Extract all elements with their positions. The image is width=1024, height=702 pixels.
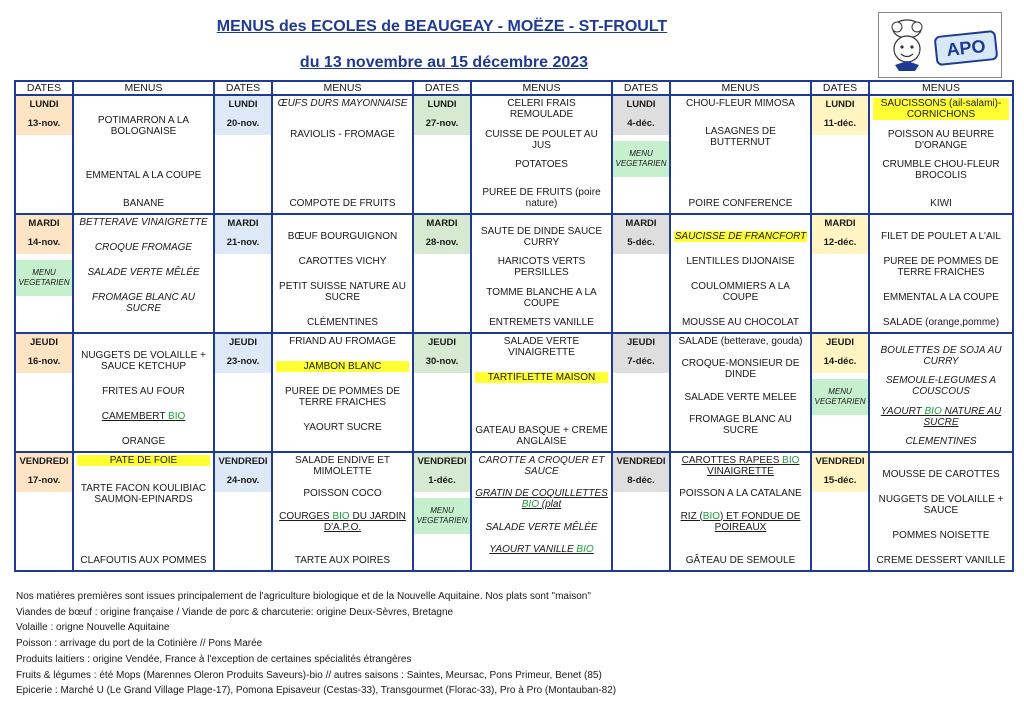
menu-item: TARTE FACON KOULIBIAC SAUMON-EPINARDS [80,482,207,505]
menu-item: COMPOTE DE FRUITS [289,198,396,209]
menu-cell [73,452,214,571]
day-label: JEUDI [414,334,470,352]
logo-text: APO [945,36,987,60]
menu-cell [670,452,811,571]
date-label: 7-déc. [613,352,669,373]
menu-item: FRIAND AU FROMAGE [289,336,396,347]
day-label: LUNDI [16,96,72,114]
menu-item: MOUSSE DE CAROTTES [882,469,1000,480]
date-cell [15,333,73,452]
menu-item: HARICOTS VERTS PERSILLES [497,256,586,278]
menu-cell [272,214,413,333]
menu-item: POTIMARRON A LA BOLOGNAISE [97,114,190,137]
menu-cell [869,452,1013,571]
menu-item: PUREE DE POMMES DE TERRE FRAICHES [883,256,999,278]
day-label: VENDREDI [812,453,868,471]
day-label: JEUDI [215,334,271,352]
menu-item: SALADE VERTE VINAIGRETTE [503,336,580,358]
table-row [15,214,1013,333]
menu-item: ENTREMETS VANILLE [489,317,594,328]
menu-cell [471,452,612,571]
menu-item: CAMEMBERT BIO [101,411,186,422]
menu-cell [73,214,214,333]
menu-cell [869,95,1013,214]
menu-item: SAUCISSE DE FRANCFORT [674,231,807,242]
table-row [15,333,1013,452]
menu-item: PATE DE FOIE [77,455,210,466]
menu-item: POISSON COCO [303,488,382,500]
date-cell [811,333,869,452]
menu-item: CAROTTES VICHY [298,256,387,267]
note-line: Epicerie : Marché U (Le Grand Village Plage-17), Pomona Episaveur (Cestas-33), Transgourmet (Florac-33), Pro à Pro (Montauban-82) [16,685,617,697]
menu-item: FRITES AU FOUR [102,386,185,397]
menu-item: EMMENTAL A LA COUPE [883,292,999,303]
page-title: MENUS des ECOLES de BEAUGEAY - MOËZE - ST-FROULT [216,18,668,35]
date-label: 12-déc. [812,233,868,254]
chef-icon [885,17,929,73]
menu-item: EMMENTAL A LA COUPE [85,170,202,182]
menu-item: SALADE VERTE MÊLÉE [87,267,200,278]
date-label: 11-déc. [812,114,868,135]
menu-item: RAVIOLIS - FROMAGE [290,128,395,140]
menu-item: TARTE AUX POIRES [294,555,391,566]
vegetarian-badge: MENU VEGETARIEN [414,498,470,534]
menu-item: SAUTE DE DINDE SAUCE CURRY [480,225,603,248]
note-line: Fruits & légumes : été Mops (Marennes Oleron Produits Saveurs)-bio // autres saisons : Saintes, Meursac, Pons Primeur, Benet (85) [16,669,602,681]
menu-item: BETTERAVE VINAIGRETTE [79,217,208,228]
menu-item: TARTIFLETTE MAISON [475,372,608,383]
column-header: DATES [214,81,272,95]
date-label: 14-déc. [812,352,868,373]
menu-item: FROMAGE BLANC AU SUCRE [689,413,792,436]
date-label: 23-nov. [215,352,271,373]
day-label: MARDI [16,215,72,233]
menu-item: CREME DESSERT VANILLE [876,555,1006,566]
day-label: LUNDI [812,96,868,114]
header-row [15,81,1013,95]
menu-item: PUREE DE POMMES DE TERRE FRAICHES [284,386,401,408]
date-label: 20-nov. [215,114,271,135]
menu-cell [73,333,214,452]
day-label: MARDI [215,215,271,233]
menu-item: YAOURT SUCRE [303,422,382,433]
menu-cell [869,214,1013,333]
day-label: MARDI [613,215,669,233]
table-row [15,452,1013,571]
date-cell [612,214,670,333]
menu-item: ŒUFS DURS MAYONNAISE [277,98,408,109]
menu-item: CUISSE DE POULET AU JUS [485,128,598,151]
menu-item: SEMOULE-LEGUMES A COUSCOUS [885,375,997,397]
day-label: VENDREDI [414,453,470,471]
menu-cell [471,95,612,214]
date-label: 21-nov. [215,233,271,254]
date-label: 27-nov. [414,114,470,135]
date-cell [15,214,73,333]
menu-item: YAOURT BIO NATURE AU SUCRE [880,405,1002,428]
day-label: VENDREDI [613,453,669,471]
date-cell [15,95,73,214]
menu-cell [670,214,811,333]
column-header: MENUS [670,81,811,95]
date-cell [413,214,471,333]
menu-item: CLÉMENTINES [306,317,379,328]
menu-cell [869,333,1013,452]
menu-item: RIZ (BIO) ET FONDUE DE POIREAUX [680,510,801,533]
menu-item: ORANGE [121,436,166,447]
note-line: Nos matières premières sont issues principalement de l'agriculture biologique et de la Nouvelle Aquitaine. Nos plats sont "maison" [16,591,591,602]
date-label: 30-nov. [414,352,470,373]
date-cell [811,452,869,571]
menu-item: POISSON AU BEURRE D'ORANGE [887,128,995,151]
date-cell [413,95,471,214]
sourcing-notes [16,589,616,699]
date-cell [811,214,869,333]
column-header: MENUS [272,81,413,95]
menu-item: LASAGNES DE BUTTERNUT [705,125,776,148]
day-label: MARDI [414,215,470,233]
menu-cell [670,95,811,214]
menu-cell [471,333,612,452]
date-cell [214,333,272,452]
menu-item: BANANE [122,198,165,209]
menu-item: FROMAGE BLANC AU SUCRE [92,292,195,314]
menu-item: SALADE (orange,pomme) [882,317,1000,328]
date-label: 5-déc. [613,233,669,254]
date-label: 28-nov. [414,233,470,254]
menu-item: MOUSSE AU CHOCOLAT [681,317,800,328]
date-label: 13-nov. [16,114,72,135]
menu-item: POISSON A LA CATALANE [679,488,802,500]
menu-item: TOMME BLANCHE A LA COUPE [486,286,597,309]
day-label: LUNDI [414,96,470,114]
date-cell [811,95,869,214]
date-cell [214,214,272,333]
menu-item: SALADE VERTE MÊLÉE [485,521,598,533]
menu-cell [272,333,413,452]
date-cell [214,452,272,571]
day-label: JEUDI [812,334,868,352]
day-label: MARDI [812,215,868,233]
menu-item: SALADE VERTE MELEE [684,391,797,403]
menu-item: SAUCISSONS (ail-salami)-CORNICHONS [873,98,1009,120]
date-label: 14-nov. [16,233,72,254]
vegetarian-badge: MENU VEGETARIEN [812,379,868,415]
menu-item: POTATOES [515,159,568,170]
column-header: MENUS [73,81,214,95]
date-cell [612,95,670,214]
page-subtitle: du 13 novembre au 15 décembre 2023 [299,54,589,71]
date-label: 8-déc. [613,471,669,492]
date-label: 24-nov. [215,471,271,492]
menu-item: BŒUF BOURGUIGNON [287,231,398,242]
menu-item: CRUMBLE CHOU-FLEUR BROCOLIS [882,159,1000,181]
column-header: MENUS [869,81,1013,95]
menu-item: NUGGETS DE VOLAILLE + SAUCE [878,494,1004,516]
menu-cell [471,214,612,333]
date-label: 4-déc. [613,114,669,135]
menu-item: GÂTEAU DE SEMOULE [685,555,796,566]
table-row [15,95,1013,214]
note-line: Produits laitiers : origine Vendée, France à l'exception de certaines spécialités étrangères [16,653,412,665]
note-line: Poisson : arrivage du port de la Cotinière // Pons Marée [16,638,263,650]
menu-item: FILET DE POULET A L'AIL [881,231,1001,242]
column-header: DATES [413,81,471,95]
menu-item: CROQUE-MONSIEUR DE DINDE [681,358,800,381]
column-header: DATES [811,81,869,95]
menu-cell [670,333,811,452]
date-cell [612,452,670,571]
menu-item: KIWI [930,198,952,209]
menu-item: BOULETTES DE SOJA AU CURRY [880,344,1002,367]
menu-item: CAROTTE A CROQUER ET SAUCE [478,455,605,477]
date-label: 16-nov. [16,352,72,373]
menu-item: COURGES BIO DU JARDIN D'A.P.O. [279,510,406,533]
menu-item: CAROTTES RAPEES BIO VINAIGRETTE [681,455,800,477]
menu-item: CELERI FRAIS REMOULADE [507,98,576,120]
menu-item: PETIT SUISSE NATURE AU SUCRE [279,281,406,303]
menu-item: GATEAU BASQUE + CREME ANGLAISE [475,425,608,447]
menu-item: COULOMMIERS A LA COUPE [691,281,790,303]
menu-item: GRATIN DE COQUILLETTES BIO (plat [475,488,608,511]
menu-item: YAOURT VANILLE BIO [489,543,594,555]
menu-item: LENTILLES DIJONAISE [686,256,795,267]
date-label: 17-nov. [16,471,72,492]
menu-item: SALADE (betterave, gouda) [678,336,803,347]
date-cell [612,333,670,452]
date-label: 1-déc. [414,471,470,492]
menu-item: CLEMENTINES [905,436,977,447]
vegetarian-badge: MENU VEGETARIEN [613,141,669,177]
menu-cell [272,452,413,571]
day-label: LUNDI [215,96,271,114]
menu-item: POMMES NOISETTE [892,530,990,541]
menu-item: CLAFOUTIS AUX POMMES [80,555,207,566]
menu-item: POIRE CONFERENCE [688,198,793,209]
vegetarian-badge: MENU VEGETARIEN [16,260,72,296]
day-label: JEUDI [16,334,72,352]
day-label: VENDREDI [16,453,72,471]
menu-item: PUREE DE FRUITS (poire nature) [482,187,601,209]
menu-cell [73,95,214,214]
note-line: Volaille : origne Nouvelle Aquitaine [16,622,170,634]
note-line: Viandes de bœuf : origine française / Viande de porc & charcuterie: origine Deux-Sèvres, Bretagne [16,606,454,618]
menu-item: NUGGETS DE VOLAILLE + SAUCE KETCHUP [81,350,206,372]
apo-badge [934,30,999,66]
column-header: MENUS [471,81,612,95]
menu-cell [272,95,413,214]
menu-item: JAMBON BLANC [276,361,409,372]
column-header: DATES [15,81,73,95]
day-label: VENDREDI [215,453,271,471]
menu-item: CHOU-FLEUR MIMOSA [686,98,795,109]
menu-item: CROQUE FROMAGE [94,242,193,253]
apo-logo [878,12,1002,78]
date-cell [214,95,272,214]
day-label: JEUDI [613,334,669,352]
day-label: LUNDI [613,96,669,114]
date-cell [15,452,73,571]
date-cell [413,452,471,571]
menu-table [14,80,1014,572]
column-header: DATES [612,81,670,95]
date-label: 15-déc. [812,471,868,492]
date-cell [413,333,471,452]
menu-item: SALADE ENDIVE ET MIMOLETTE [294,455,391,477]
